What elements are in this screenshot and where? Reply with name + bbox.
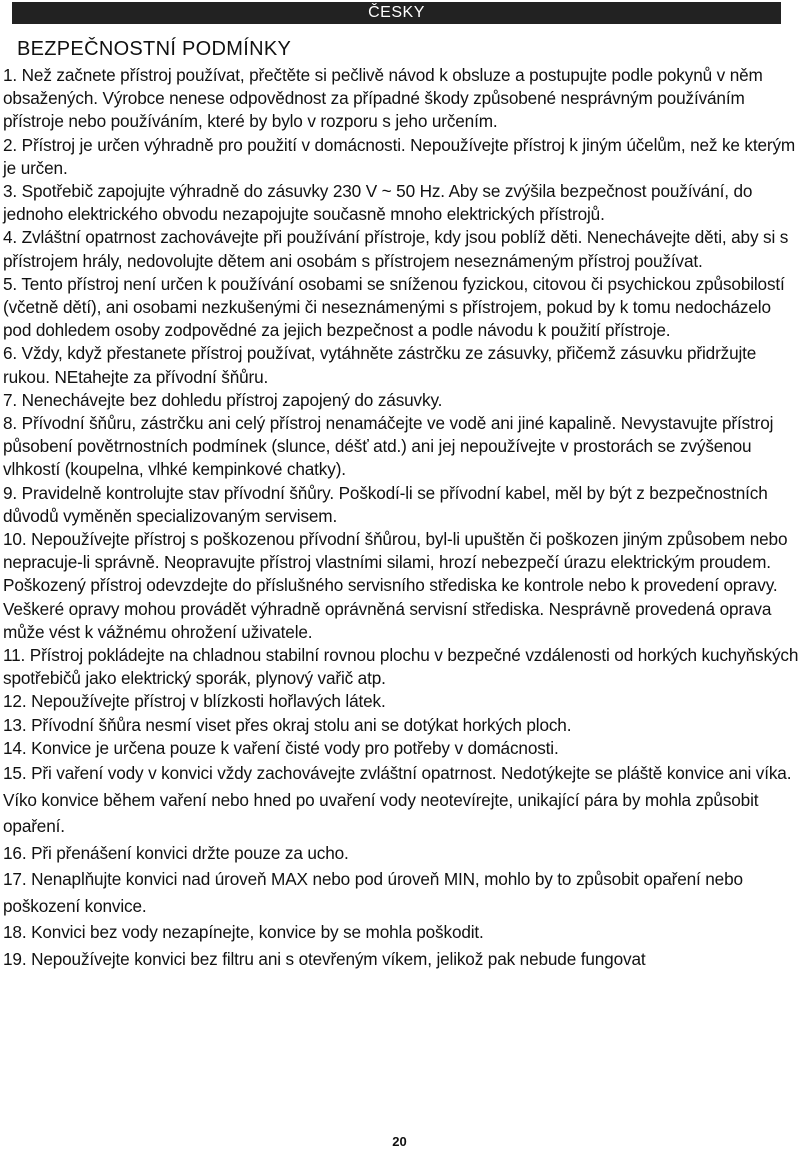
safety-conditions-list — [3, 64, 799, 972]
list-item: 5. Tento přístroj není určen k používání osobami se sníženou fyzickou, citovou či psychickou způsobilostí (včetně dětí), ani osobami nezkušenými či neseznámenými s přístrojem, pokud by k tomu nedocházelo pod dohledem osoby zodpovědné za jejich bezpečnost a podle návodu k použití přístroje. — [3, 273, 785, 341]
list-item: 17. Nenaplňujte konvici nad úroveň MAX nebo pod úroveň MIN, mohlo by to způsobit opaření nebo poškození konvice. — [3, 869, 743, 916]
list-item: 6. Vždy, když přestanete přístroj používat, vytáhněte zástrčku ze zásuvky, přičemž zásuvku přidržujte rukou. NEtahejte za přívodní šňůru. — [3, 343, 757, 387]
list-item: 2. Přístroj je určen výhradně pro použití v domácnosti. Nepoužívejte přístroj k jiným účelům, než ke kterým je určen. — [3, 134, 796, 178]
list-item: 8. Přívodní šňůru, zástrčku ani celý přístroj nenamáčejte ve vodě ani jiné kapalině. Nevystavujte přístroj působení povětrnostních podmínek (slunce, déšť atd.) ani jej nepoužívejte v prostorách se zvýšenou vlhkostí (koupelna, vlhké kempinkové chatky). — [3, 413, 774, 480]
list-item: 19. Nepoužívejte konvici bez filtru ani s otevřeným víkem, jelikož pak nebude fungovat — [3, 948, 646, 969]
list-item: 11. Přístroj pokládejte na chladnou stabilní rovnou plochu v bezpečné vzdálenosti od horkých kuchyňských spotřebičů jako elektrický sporák, plynový vařič atp. — [3, 645, 799, 689]
list-item: 3. Spotřebič zapojujte výhradně do zásuvky 230 V ~ 50 Hz. Aby se zvýšila bezpečnost používání, do jednoho elektrického obvodu nezapojujte současně mnoho elektrických přístrojů. — [3, 181, 753, 225]
list-item: 14. Konvice je určena pouze k vaření čisté vody pro potřeby v domácnosti. — [3, 737, 559, 758]
list-item: 15. Při vaření vody v konvici vždy zachovávejte zvláštní opatrnost. Nedotýkejte se pláště konvice ani víka. Víko konvice během vaření nebo hned po uvaření vody neotevírejte, unikající pára by mohla způsobit opaření. — [3, 763, 792, 837]
list-item: 9. Pravidelně kontrolujte stav přívodní šňůry. Poškodí-li se přívodní kabel, měl by být z bezpečnostních důvodů vyměněn specializovaným servisem. — [3, 482, 768, 526]
list-item: 7. Nenechávejte bez dohledu přístroj zapojený do zásuvky. — [3, 389, 443, 410]
list-item: 10. Nepoužívejte přístroj s poškozenou přívodní šňůrou, byl-li upuštěn či poškozen jiným způsobem nebo nepracuje-li správně. Neopravujte přístroj vlastními silami, hrozí nebezpečí úrazu elektrickým proudem. Poškozený přístroj odevzdejte do příslušného servisního střediska ke kontrole nebo k provedení opravy. Veškeré opravy mohou provádět výhradně oprávněná servisní střediska. Nesprávně provedená oprava může vést k vážnému ohrožení uživatele. — [3, 529, 788, 642]
list-item: 18. Konvici bez vody nezapínejte, konvice by se mohla poškodit. — [3, 922, 484, 943]
list-item: 1. Než začnete přístroj používat, přečtěte si pečlivě návod k obsluze a postupujte podle pokynů v něm obsažených. Výrobce nenese odpovědnost za případné škody způsobené nesprávným používáním přístroje nebo používáním, které by bylo v rozporu s jeho určením. — [3, 65, 763, 132]
list-item: 4. Zvláštní opatrnost zachovávejte při používání přístroje, kdy jsou poblíž děti. Nenechávejte děti, aby si s přístrojem hrály, nedovolujte dětem ani osobám s přístrojem neseznámeným přístroj používat. — [3, 227, 789, 271]
list-item: 13. Přívodní šňůra nesmí viset přes okraj stolu ani se dotýkat horkých ploch. — [3, 714, 572, 735]
page-number: 20 — [392, 1134, 407, 1149]
list-item: 12. Nepoužívejte přístroj v blízkosti hořlavých látek. — [3, 691, 386, 712]
language-header: ČESKY — [12, 2, 781, 24]
section-title: BEZPEČNOSTNÍ PODMÍNKY — [17, 38, 292, 60]
list-item: 16. Při přenášení konvici držte pouze za ucho. — [3, 842, 349, 863]
